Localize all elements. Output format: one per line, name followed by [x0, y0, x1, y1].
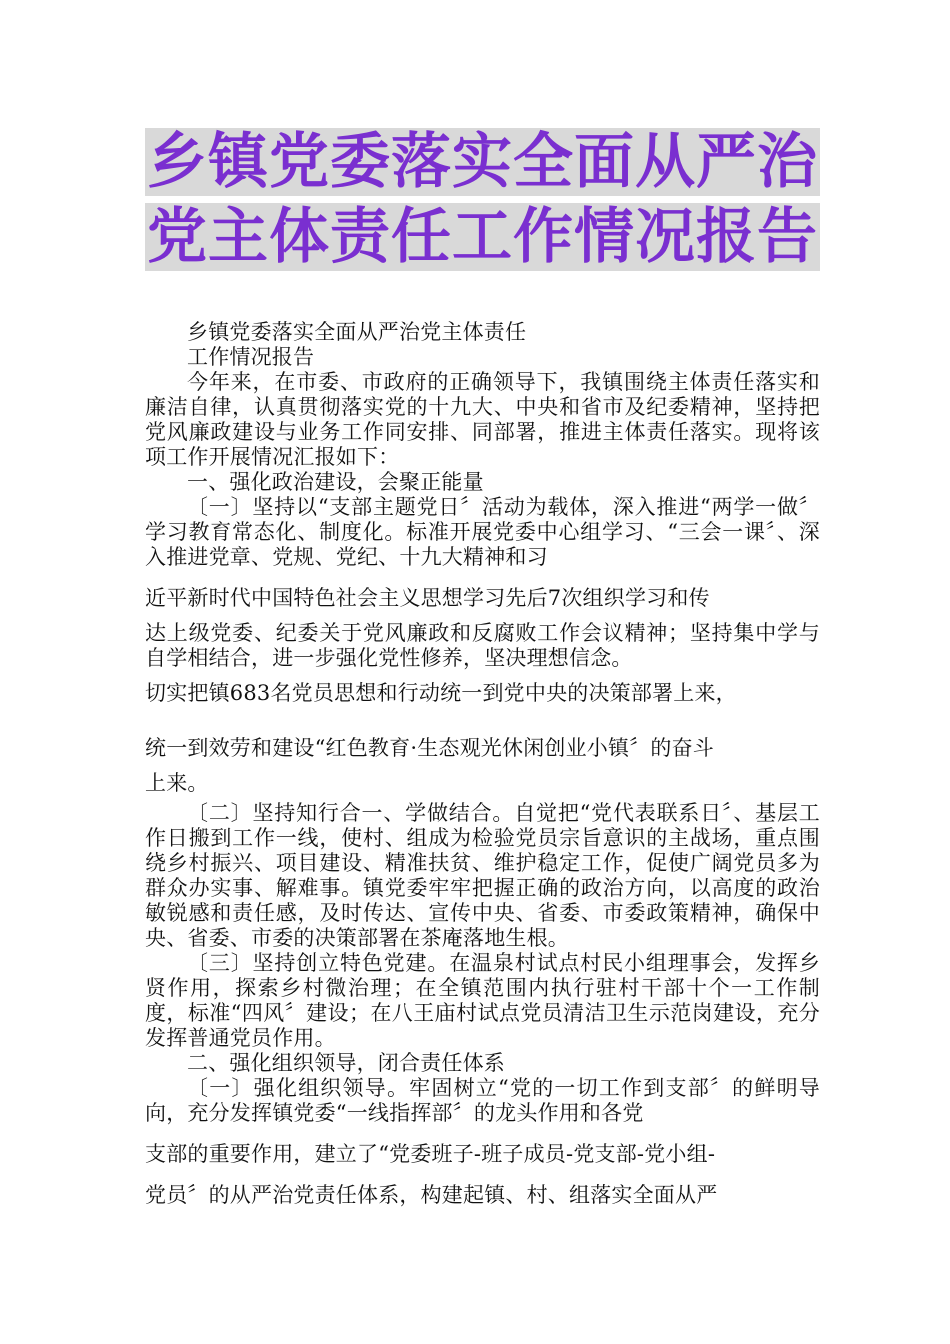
title-line: 党主体责任工作情况报告 — [147, 202, 818, 272]
paragraph-line: 近平新时代中国特色社会主义思想学习先后7次组织学习和传 — [145, 586, 710, 610]
paragraph-line: 支部的重要作用，建立了“党委班子-班子成员-党支部-党小组- — [145, 1142, 716, 1166]
paragraph: 今年来，在市委、市政府的正确领导下，我镇围绕主体责任落实和廉洁自律，认真贯彻落实党的十九大、中央和省市及纪委精神，坚持把党风廉政建设与业务工作同安排、同部署，推进主体责任落实。现将该项工作开展情况汇报如下： — [145, 370, 820, 469]
paragraph: 〔三〕坚持创立特色党建。在温泉村试点村民小组理事会，发挥乡贤作用，探索乡村微治理；在全镇范围内执行驻村干部十个一工作制度，标准“四风〞建设；在八王庙村试点党员清洁卫生示范岗建设，充分发挥普通党员作用。 — [145, 951, 820, 1050]
paragraph: 达上级党委、纪委关于党风廉政和反腐败工作会议精神；坚持集中学与自学相结合，进一步强化党性修养，坚决理想信念。 — [145, 621, 820, 670]
paragraph: 〔二〕坚持知行合一、学做结合。自觉把“党代表联系日〞、基层工作日搬到工作一线，使村、组成为检验党员宗旨意识的主战场，重点围绕乡村振兴、项目建设、精准扶贫、维护稳定工作，促使广阔党员多为群众办实事、解难事。镇党委牢牢把握正确的政治方向，以高度的政治敏锐感和责任感，及时传达、宣传中央、省委、市委政策精神，确保中央、省委、市委的决策部署在茶庵落地生根。 — [145, 801, 820, 950]
paragraph-line: 切实把镇683名党员思想和行动统一到党中央的决策部署上来， — [145, 681, 737, 705]
document-title — [145, 128, 825, 278]
title-line: 乡镇党委落实全面从严治 — [147, 127, 818, 197]
paragraph-line: 党员〞的从严治党责任体系，构建起镇、村、组落实全面从严 — [145, 1183, 718, 1207]
paragraph-line: 上来。 — [145, 771, 209, 795]
section-heading: 一、强化政治建设，会聚正能量 — [187, 470, 484, 494]
subtitle-line: 工作情况报告 — [187, 345, 315, 369]
document-body — [145, 320, 820, 1208]
paragraph: 〔一〕坚持以“支部主题党日〞活动为载体，深入推进“两学一做〞学习教育常态化、制度化。标准开展党委中心组学习、“三会一课〞、深入推进党章、党规、党纪、十九大精神和习 — [145, 495, 820, 569]
paragraph: 〔一〕强化组织领导。牢固树立“党的一切工作到支部〞的鲜明导向，充分发挥镇党委“一线指挥部〞的龙头作用和各党 — [145, 1076, 820, 1125]
subtitle-line: 乡镇党委落实全面从严治党主体责任 — [187, 320, 527, 344]
paragraph-line: 统一到效劳和建设“红色教育·生态观光休闲创业小镇〞的奋斗 — [145, 736, 715, 760]
section-heading: 二、强化组织领导，闭合责任体系 — [187, 1051, 505, 1075]
